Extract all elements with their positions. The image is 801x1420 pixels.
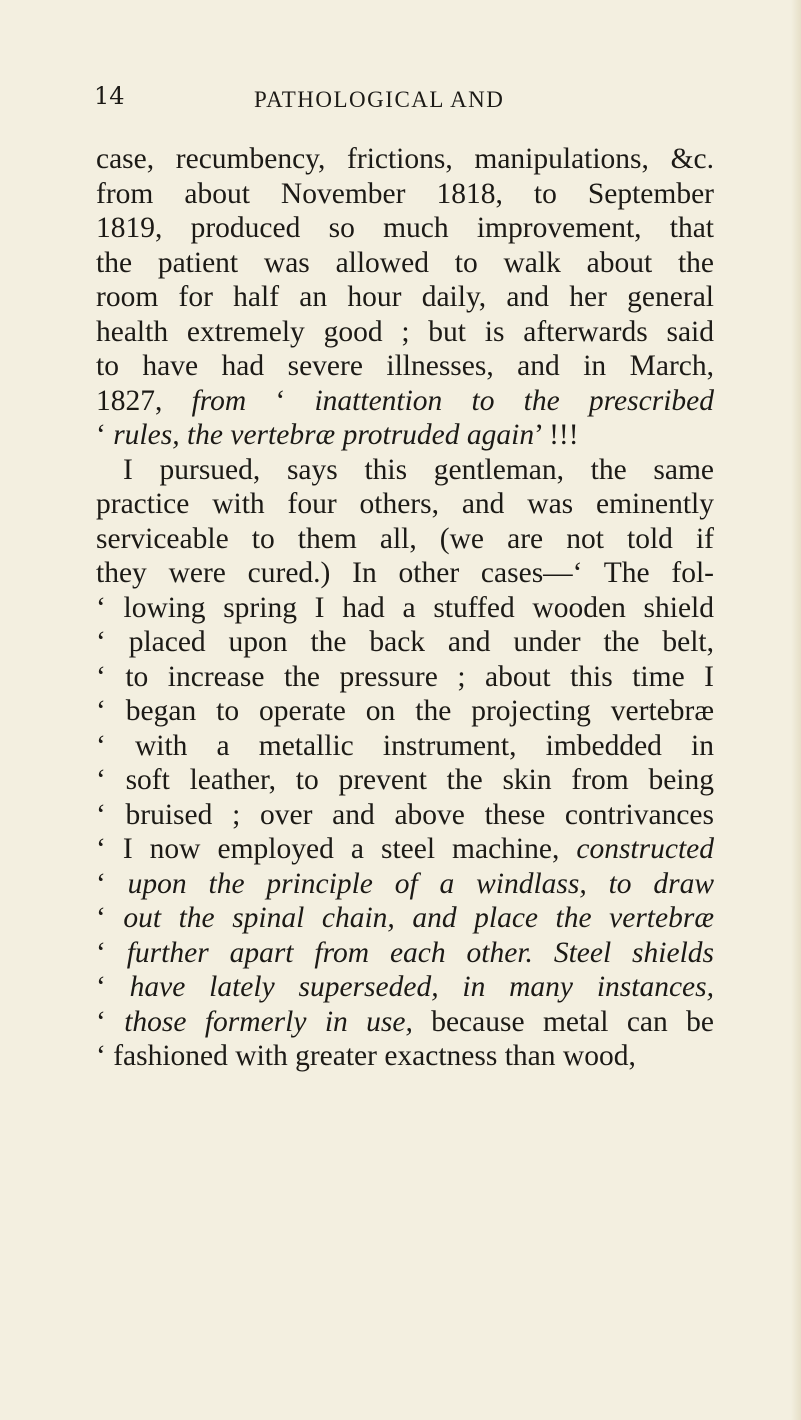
- text-line: [96, 694, 714, 729]
- running-head: PATHOLOGICAL AND: [254, 87, 505, 112]
- text-line: [96, 763, 714, 798]
- page-edge: [791, 0, 801, 1420]
- italic-text: from: [191, 384, 247, 417]
- page-number: 14: [94, 82, 125, 110]
- italic-text: those formerly in use,: [124, 1005, 413, 1038]
- text-line: [96, 246, 714, 281]
- italic-text: out the spinal chain, and place the vertebræ: [123, 902, 714, 934]
- italic-text: further apart from each other. Steel shields: [126, 936, 714, 969]
- italic-text: rules, the vertebræ protruded again: [113, 419, 535, 451]
- text-line: [96, 798, 714, 833]
- text-line: [96, 349, 714, 384]
- text-line: [96, 142, 714, 177]
- text-run: ‘ I now employed a steel machine,: [96, 833, 577, 865]
- text-line: [96, 315, 714, 350]
- text-line: [96, 522, 714, 557]
- text-line: [96, 418, 714, 453]
- text-run: from about November 1818, to September: [96, 177, 714, 210]
- text-run: case, recumbency, frictions, manipulations, &c.: [96, 143, 714, 175]
- text-run: ‘ with a metallic instrument, imbedded in: [96, 729, 714, 762]
- text-line: [96, 453, 714, 488]
- text-run: ‘: [96, 867, 128, 900]
- italic-text: constructed: [576, 833, 714, 865]
- text-line: [96, 487, 714, 522]
- text-run: ‘ lowing spring I had a stuffed wooden shield: [96, 591, 714, 624]
- text-run: ‘: [96, 936, 127, 969]
- italic-text: upon the principle of a windlass, to draw: [127, 867, 715, 900]
- text-run: ‘: [96, 971, 130, 1003]
- text-line: [96, 556, 714, 591]
- text-line: [96, 970, 714, 1005]
- body-text: [96, 142, 714, 1074]
- text-line: [96, 280, 714, 315]
- text-run: 1819, produced so much improvement, that: [96, 212, 714, 244]
- text-run: ‘: [96, 419, 114, 451]
- text-run: to have had severe illnesses, and in March,: [96, 350, 714, 382]
- text-line: [96, 832, 714, 867]
- text-run: I pursued, says this gentleman, the same: [123, 453, 714, 486]
- text-line: [96, 1039, 714, 1074]
- text-run: ‘: [246, 384, 315, 417]
- text-run: ’ !!!: [534, 419, 579, 451]
- text-run: ‘ bruised ; over and above these contrivances: [96, 798, 714, 831]
- text-line: [96, 384, 714, 419]
- text-run: ‘ fashioned with greater exactness than wood,: [96, 1040, 636, 1072]
- text-line: [96, 211, 714, 246]
- italic-text: inattention to the prescribed: [314, 384, 714, 417]
- text-line: [96, 177, 714, 212]
- text-run: health extremely good ; but is afterwards said: [96, 315, 714, 348]
- text-line: [96, 936, 714, 971]
- text-run: serviceable to them all, (we are not told if: [96, 522, 714, 555]
- text-line: [96, 901, 714, 936]
- text-run: practice with four others, and was eminently: [96, 488, 714, 520]
- text-run: 1827,: [96, 384, 192, 417]
- text-run: the patient was allowed to walk about the: [96, 246, 714, 279]
- text-run: because metal can be: [412, 1005, 714, 1038]
- text-line: [96, 867, 714, 902]
- text-run: ‘ placed upon the back and under the belt,: [96, 626, 714, 658]
- text-run: ‘: [96, 902, 124, 934]
- text-run: they were cured.) In other cases—‘ The fol-: [96, 557, 714, 589]
- text-run: ‘: [96, 1005, 125, 1038]
- text-line: [96, 625, 714, 660]
- text-run: ‘ began to operate on the projecting vertebræ: [96, 695, 714, 727]
- italic-text: have lately superseded, in many instances,: [129, 971, 714, 1003]
- text-run: ‘ soft leather, to prevent the skin from being: [96, 764, 714, 796]
- text-line: [96, 591, 714, 626]
- text-run: room for half an hour daily, and her general: [96, 281, 714, 313]
- text-line: [96, 1005, 714, 1040]
- text-line: [96, 660, 714, 695]
- text-run: ‘ to increase the pressure ; about this time I: [96, 660, 714, 693]
- text-line: [96, 729, 714, 764]
